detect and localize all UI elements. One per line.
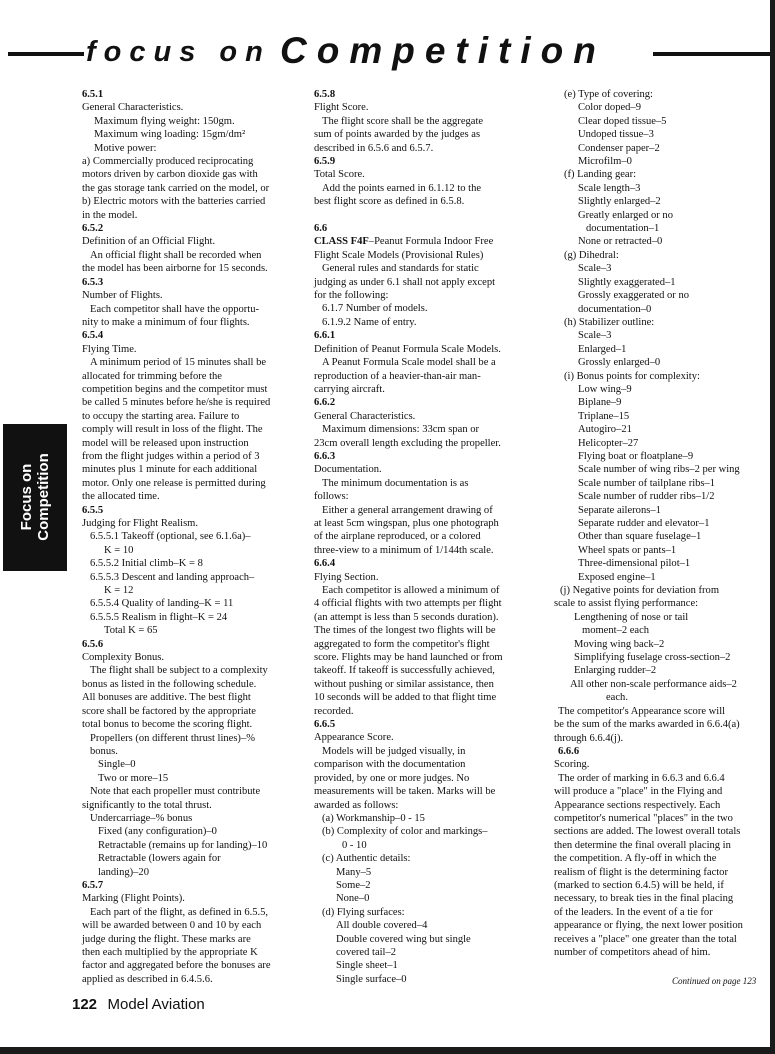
text-line: CLASS F4F–Peanut Formula Indoor Free <box>314 236 494 248</box>
text-line: awarded as follows: <box>314 799 399 811</box>
page-header <box>0 30 775 78</box>
text-line: The flight shall be subject to a complexity <box>90 665 268 677</box>
text-line: Appearance sections respectively. Each <box>554 799 721 811</box>
text-line: 6.1.7 Number of models. <box>322 303 428 315</box>
text-line: Propellers (on different thrust lines)–% <box>90 732 256 744</box>
text-line: Scale number of rudder ribs–1/2 <box>578 491 715 503</box>
text-line: 6.5.5.3 Descent and landing approach– <box>90 571 255 583</box>
text-line: Maximum dimensions: 33cm span or <box>322 424 480 436</box>
text-line: Triplane–15 <box>578 410 630 422</box>
text-line: Flying boat or floatplane–9 <box>578 450 694 462</box>
text-line: the allocated time. <box>82 491 160 503</box>
text-line: Add the points earned in 6.1.12 to the <box>322 182 482 194</box>
text-line: Either a general arrangement drawing of <box>322 504 493 516</box>
text-line: Flight Scale Models (Provisional Rules) <box>314 249 484 261</box>
text-line: will produce a "place" in the Flying and <box>554 786 723 798</box>
text-line: Simplifying fuselage cross-section–2 <box>574 652 731 664</box>
text-line: comparison with the documentation <box>314 759 466 771</box>
text-line: without pushing or similar assistance, then <box>314 678 494 690</box>
text-line: All double covered–4 <box>336 920 428 932</box>
text-line: (c) Authentic details: <box>322 853 411 865</box>
text-line: moment–2 each <box>582 625 650 637</box>
text-line: Two or more–15 <box>98 772 169 784</box>
text-line: each. <box>606 692 628 704</box>
text-line: Undoped tissue–3 <box>578 129 654 141</box>
text-line: factor and aggregated before the bonuses are <box>82 960 271 972</box>
text-line: Flight Score. <box>314 102 369 114</box>
text-line: reproduction of a heavier-than-air man- <box>314 370 481 382</box>
text-line: All other non-scale performance aids–2 <box>570 678 737 690</box>
section-number: 6.5.4 <box>82 330 104 342</box>
text-line: Maximum wing loading: 15gm/dm² <box>94 129 246 141</box>
text-line: The competitor's Appearance score will <box>558 705 726 717</box>
page-footer <box>72 996 205 1014</box>
text-line: Single sheet–1 <box>336 960 398 972</box>
text-line: (f) Landing gear: <box>564 169 637 181</box>
text-line: then each multiplied by the appropriate K <box>82 947 258 958</box>
text-line: 6.5.5.5 Realism in flight–K = 24 <box>90 611 228 623</box>
section-number: 6.6.2 <box>314 397 336 409</box>
text-line: Scoring. <box>554 759 590 771</box>
text-line: None–0 <box>336 893 370 905</box>
text-line: measurements will be taken. Marks will be <box>314 786 496 798</box>
text-line: A Peanut Formula Scale model shall be a <box>322 357 496 369</box>
text-line: the competition. A fly-off in which the <box>554 853 717 865</box>
section-number: 6.6.4 <box>314 558 336 570</box>
text-line: Exposed engine–1 <box>578 571 656 583</box>
text-line: The minimum documentation is as <box>322 477 469 489</box>
text-line: documentation–0 <box>578 303 652 315</box>
text-line: Appearance Score. <box>314 732 394 744</box>
text-line: 6.5.5.1 Takeoff (optional, see 6.1.6a)– <box>90 531 251 543</box>
header-rule-right <box>653 52 775 56</box>
text-line: appearance or flying, the next lower position <box>554 920 743 932</box>
text-line: Grossly exaggerated or no <box>578 290 689 302</box>
text-line: recorded. <box>314 705 354 717</box>
text-line: landing)–20 <box>98 866 149 878</box>
text-line: carrying aircraft. <box>314 383 385 395</box>
text-line: competitor's numerical "places" in the two <box>554 812 733 824</box>
text-line: K = 10 <box>104 544 134 556</box>
text-line: 0 - 10 <box>342 839 367 851</box>
text-line: Enlarged–1 <box>578 343 627 355</box>
text-line: Judging for Flight Realism. <box>82 518 199 529</box>
section-number: 6.6 <box>314 223 328 235</box>
text-line: receives a "place" one greater than the total <box>554 933 737 945</box>
text-line: scale to assist flying performance: <box>554 598 699 610</box>
section-number: 6.5.8 <box>314 89 336 100</box>
section-number: 6.5.1 <box>82 89 104 100</box>
text-line: score shall be factored by the appropriate <box>82 705 256 717</box>
text-line: Enlarging rudder–2 <box>574 665 657 677</box>
text-line: in the model. <box>82 209 138 221</box>
magazine-name: Model Aviation <box>107 996 205 1013</box>
text-line: Each part of the flight, as defined in 6.5.5, <box>90 906 269 918</box>
text-line: best flight score as defined in 6.5.8. <box>314 196 465 208</box>
text-line: Other than square fuselage–1 <box>578 531 702 543</box>
text-line: Separate rudder and elevator–1 <box>578 518 710 529</box>
text-line: Wheel spats or pants–1 <box>578 544 677 556</box>
text-line: Color doped–9 <box>578 102 641 114</box>
text-line: Each competitor is allowed a minimum of <box>322 585 500 597</box>
text-line: the gas storage tank carried on the model, or <box>82 182 270 194</box>
text-line: 6.1.9.2 Name of entry. <box>322 316 417 328</box>
text-line: will be awarded between 0 and 10 by each <box>82 920 262 932</box>
section-number: 6.6.5 <box>314 719 336 731</box>
text-line: Low wing–9 <box>578 383 632 395</box>
text-line: significantly to the total thrust. <box>82 799 212 811</box>
text-line: at least 5cm wingspan, plus one photograph <box>314 517 499 529</box>
text-line: Scale number of tailplane ribs–1 <box>578 477 716 489</box>
text-line: aggregated to form the competitor's flight <box>314 638 490 650</box>
text-line: Slightly exaggerated–1 <box>578 276 676 288</box>
text-line: sum of points awarded by the judges as <box>314 129 481 141</box>
text-line: Three-dimensional pilot–1 <box>578 558 691 570</box>
text-line: score. Flights may be hand launched or from <box>314 652 503 664</box>
text-line: A minimum period of 15 minutes shall be <box>90 357 267 369</box>
text-line: Maximum flying weight: 150gm. <box>94 115 235 127</box>
text-line: Definition of an Official Flight. <box>82 236 216 248</box>
text-line: Fixed (any configuration)–0 <box>98 826 217 838</box>
header-competition-text: Competition <box>280 30 606 71</box>
text-line: (i) Bonus points for complexity: <box>564 370 700 382</box>
scan-edge-right <box>770 0 775 1054</box>
text-column-1 <box>82 88 300 986</box>
text-line: 4 official flights with two attempts per flight <box>314 598 502 610</box>
section-number: 6.5.5 <box>82 504 104 516</box>
text-line: The order of marking in 6.6.3 and 6.6.4 <box>558 772 725 784</box>
class-heading: CLASS F4F <box>314 236 369 248</box>
text-line: Scale number of wing ribs–2 per wing <box>578 464 740 476</box>
text-line: takeoff. If takeoff is successfully achieved, <box>314 665 495 677</box>
text-line: Clear doped tissue–5 <box>578 115 667 127</box>
header-focus-text: focus on <box>86 36 271 68</box>
text-line: Helicopter–27 <box>578 437 639 449</box>
side-tab-label <box>18 453 52 541</box>
text-line: (b) Complexity of color and markings– <box>322 826 488 838</box>
side-tab-line2: Competition <box>35 453 52 541</box>
text-line: bonus as listed in the following schedule. <box>82 678 257 690</box>
text-line: minutes plus 1 minute for each additional <box>82 464 258 476</box>
text-line: documentation–1 <box>586 223 660 235</box>
side-tab-line1: Focus on <box>18 463 35 531</box>
text-line: to occupy the starting area. Failure to <box>82 410 240 422</box>
text-line: total bonus to become the scoring flight. <box>82 719 253 731</box>
text-line: Microfilm–0 <box>578 156 632 168</box>
text-line: Grossly enlarged–0 <box>578 357 661 369</box>
text-line: General Characteristics. <box>82 102 184 114</box>
text-line: Retractable (lowers again for <box>98 853 221 865</box>
text-line: Motive power: <box>94 142 157 154</box>
text-line: provided, by one or more judges. No <box>314 772 470 784</box>
text-line: from the flight judges within a period of 3 <box>82 450 260 462</box>
text-line: Single–0 <box>98 759 136 771</box>
text-line: Greatly enlarged or no <box>578 209 673 221</box>
text-line: motors driven by carbon dioxide gas with <box>82 169 258 181</box>
text-line: follows: <box>314 491 349 503</box>
text-column-2 <box>314 88 538 986</box>
page-number: 122 <box>72 996 98 1013</box>
text-line: (e) Type of covering: <box>564 89 653 100</box>
text-line: for the following: <box>314 290 389 302</box>
text-line: the model has been airborne for 15 seconds. <box>82 263 268 275</box>
text-line: b) Electric motors with the batteries carried <box>82 196 266 208</box>
section-number: 6.6.1 <box>314 330 336 342</box>
text-line: comply will result in loss of the flight. The <box>82 424 263 436</box>
text-line: Double covered wing but single <box>336 933 471 945</box>
text-line: 23cm overall length excluding the propeller. <box>314 437 501 449</box>
text-column-3 <box>554 88 764 959</box>
text-line: Flying Section. <box>314 571 379 583</box>
text-line: K = 12 <box>104 585 134 597</box>
text-line: All bonuses are additive. The best flight <box>82 692 251 704</box>
text-line: Biplane–9 <box>578 397 622 409</box>
text-line: of the airplane reproduced, or a colored <box>314 531 481 543</box>
text-line: General rules and standards for static <box>322 263 479 275</box>
text-line: Autogiro–21 <box>578 424 632 436</box>
text-line: Slightly enlarged–2 <box>578 196 661 208</box>
text-line: judge during the flight. These marks are <box>82 933 251 945</box>
text-line: sections are added. The lowest overall totals <box>554 826 741 838</box>
text-line: Flying Time. <box>82 343 137 355</box>
text-line: Retractable (remains up for landing)–10 <box>98 839 268 851</box>
text-line: (an attempt is less than 5 seconds duration). <box>314 611 499 623</box>
text-line: Scale–3 <box>578 263 612 275</box>
text-line: Total Score. <box>314 169 365 181</box>
section-number: 6.5.6 <box>82 638 104 650</box>
text-line: Marking (Flight Points). <box>82 893 185 905</box>
text-line: bonus. <box>90 745 118 757</box>
text-line: necessary, to break ties in the final placing <box>554 893 734 905</box>
text-line: Separate ailerons–1 <box>578 504 661 516</box>
text-line: 6.5.5.2 Initial climb–K = 8 <box>90 558 203 570</box>
text-line <box>314 209 538 222</box>
text-line: (j) Negative points for deviation from <box>560 585 720 597</box>
text-line: Total K = 65 <box>104 625 158 637</box>
text-line: Scale–3 <box>578 330 612 342</box>
text-line: General Characteristics. <box>314 410 416 422</box>
text-line: 10 seconds will be added to that flight time <box>314 692 497 704</box>
text-line: (marked to section 6.4.5) will be held, if <box>554 879 724 891</box>
text-line: 6.5.5.4 Quality of landing–K = 11 <box>90 598 234 610</box>
text-line: a) Commercially produced reciprocating <box>82 156 254 168</box>
header-rule-left <box>8 52 84 56</box>
section-number: 6.6.6 <box>558 745 580 757</box>
text-line: Scale length–3 <box>578 182 641 194</box>
text-line: Single surface–0 <box>336 973 407 985</box>
text-line: Moving wing back–2 <box>574 638 665 650</box>
text-line: Note that each propeller must contribute <box>90 786 261 798</box>
section-number: 6.5.9 <box>314 156 336 168</box>
text-line: be called 5 minutes before he/she is required <box>82 397 271 409</box>
text-line: Models will be judged visually, in <box>322 745 466 757</box>
text-line: Number of Flights. <box>82 290 163 302</box>
text-line: (a) Workmanship–0 - 15 <box>322 812 425 824</box>
text-line: be the sum of the marks awarded in 6.6.4(a) <box>554 719 740 731</box>
text-line: (h) Stabilizer outline: <box>564 316 655 328</box>
text-line: Condenser paper–2 <box>578 142 660 154</box>
text-line: covered tail–2 <box>336 946 397 958</box>
text-line: nity to make a minimum of four flights. <box>82 316 250 328</box>
text-line: realism of flight is the determining factor <box>554 866 728 878</box>
continued-note: Continued on page 123 <box>672 976 757 986</box>
text-line: Undercarriage–% bonus <box>90 812 193 824</box>
text-line: model will be released upon instruction <box>82 437 249 449</box>
text-line: judging as under 6.1 shall not apply except <box>314 276 496 288</box>
text-line: The times of the longest two flights will be <box>314 625 496 637</box>
text-line: then determine the final overall placing in <box>554 839 731 851</box>
text-line: None or retracted–0 <box>578 236 663 248</box>
scan-edge-bottom <box>0 1047 775 1054</box>
section-number: 6.5.7 <box>82 879 104 891</box>
text-line: three-view to a minimum of 1/144th scale. <box>314 544 494 556</box>
text-line: Lengthening of nose or tail <box>574 611 689 623</box>
text-line: Documentation. <box>314 464 382 476</box>
text-line: allocated for trimming before the <box>82 370 222 382</box>
text-line: The flight score shall be the aggregate <box>322 115 484 127</box>
section-number: 6.5.2 <box>82 223 104 235</box>
text-line: through 6.6.4(j). <box>554 732 624 744</box>
text-line: applied as described in 6.4.5.6. <box>82 973 213 985</box>
text-line: (g) Dihedral: <box>564 249 619 261</box>
section-number: 6.5.3 <box>82 276 104 288</box>
text-line: Complexity Bonus. <box>82 652 165 664</box>
text-line: An official flight shall be recorded when <box>90 249 262 261</box>
text-line: number of competitors ahead of him. <box>554 947 711 958</box>
text-line: Some–2 <box>336 879 371 891</box>
text-line: Definition of Peanut Formula Scale Models. <box>314 343 501 355</box>
text-line: motor. Only one release is permitted during <box>82 477 266 489</box>
text-line: competition begins and the competitor must <box>82 383 268 395</box>
text-line: (d) Flying surfaces: <box>322 906 405 918</box>
text-line: of the leaders. In the event of a tie for <box>554 906 713 918</box>
text-line: Each competitor shall have the opportu- <box>90 303 259 315</box>
side-section-tab <box>3 424 67 571</box>
text-line: described in 6.5.6 and 6.5.7. <box>314 142 434 154</box>
section-number: 6.6.3 <box>314 450 336 462</box>
text-line: Many–5 <box>336 866 372 878</box>
